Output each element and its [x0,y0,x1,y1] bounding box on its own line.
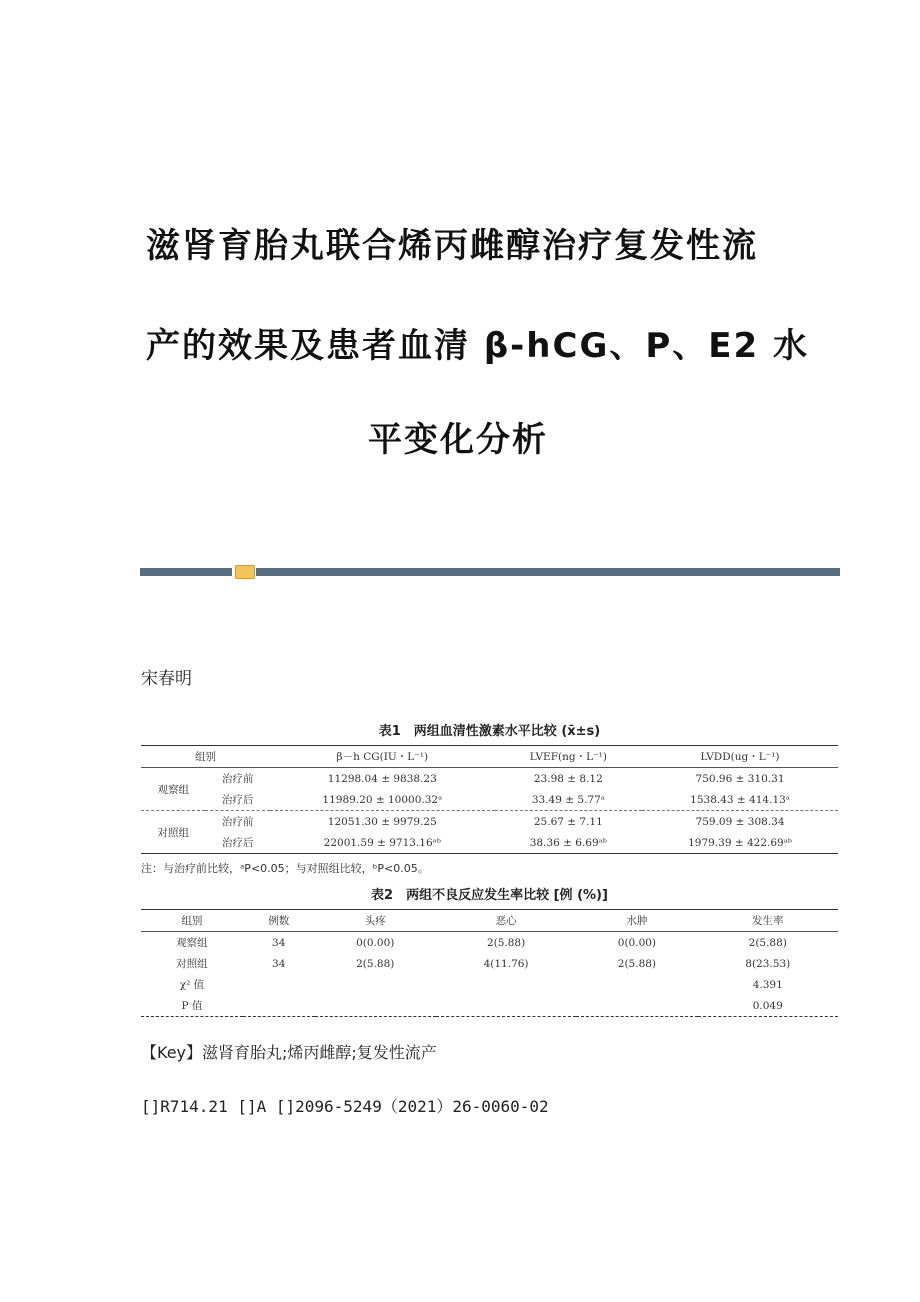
table2-header-row [141,910,838,932]
table1-group-cell: 对照组 [141,811,205,854]
table2-cell: 34 [272,936,286,949]
table2-cell: 4.391 [752,978,783,991]
envelope-icon [235,565,255,579]
table-row [141,811,838,833]
table2-cell: 34 [272,957,286,970]
article-title-line-2: 产的效果及患者血清 β-hCG、P、E2 水 [146,326,809,366]
table2-cell: P 值 [181,1000,203,1012]
table2-header-edema: 水肿 [576,910,697,932]
table1-note: 注：与治疗前比较，ᵃP<0.05；与对照组比较，ᵇP<0.05。 [141,862,429,875]
table-row [141,832,838,854]
keywords: 【Key】滋肾育胎丸;烯丙雌醇;复发性流产 [141,1043,437,1062]
table1-lvdd-cell: 1979.39 ± 422.69ᵃᵇ [688,836,792,849]
table1-lvef-cell: 25.67 ± 7.11 [495,811,642,833]
table-row [141,789,838,811]
table1-phase-cell: 治疗后 [221,837,254,849]
table2 [141,909,838,1017]
table1-header-lvdd: LVDD(ug・L⁻¹) [642,746,838,768]
table1-phase-cell: 治疗前 [221,773,254,785]
table1-header-lvef: LVEF(ng・L⁻¹) [495,746,642,768]
table1-header-row [141,746,838,768]
table-row [141,953,838,974]
table2-cell [315,974,436,995]
table2-cell: 0(0.00) [617,936,657,949]
table2-cell: 0(0.00) [356,936,395,949]
tables-figure [141,720,838,1017]
table1-hcg-cell: 22001.59 ± 9713.16ᵃᵇ [323,836,441,849]
table2-cell: 观察组 [176,937,208,949]
table2-cell: 8(23.53) [745,957,791,970]
table2-cell [436,974,576,995]
table2-cell: 0.049 [752,999,783,1012]
table2-cell [576,995,697,1017]
table1 [141,745,838,854]
table-row [141,932,838,954]
table2-cell: 2(5.88) [617,957,657,970]
table1-group-cell: 观察组 [157,783,189,796]
table2-header-headache: 头疼 [315,910,436,932]
classification-code: []R714.21 []A []2096-5249（2021）26-0060-02 [141,1097,549,1116]
table2-caption: 表2 两组不良反应发生率比较 [例 (%)] [371,888,608,903]
table2-cell: 对照组 [176,958,208,970]
table1-hcg-cell: 12051.30 ± 9979.25 [270,811,495,833]
table2-header-nausea: 恶心 [436,910,576,932]
author-name: 宋春明 [141,669,192,689]
table-row [141,974,838,995]
table2-cell: χ² 值 [179,979,205,991]
table1-header-group: 组别 [141,746,270,768]
table-row [141,995,838,1017]
table2-cell: 2(5.88) [486,936,526,949]
table2-cell: 4(11.76) [483,957,529,970]
table2-cell [243,995,315,1017]
table2-cell: 2(5.88) [356,957,395,970]
title-divider [140,568,840,576]
table1-lvdd-cell: 759.09 ± 308.34 [642,811,838,833]
table1-phase-cell: 治疗前 [205,811,269,833]
table1-caption: 表1 两组血清性激素水平比较 (x̄±s) [378,724,601,739]
table2-cell [315,995,436,1017]
article-title-line-1: 滋肾育胎丸联合烯丙雌醇治疗复发性流 [146,226,758,266]
article-title-line-3: 平变化分析 [368,420,548,460]
table2-header-rate: 发生率 [698,910,838,932]
table2-cell [436,995,576,1017]
table1-phase-cell: 治疗后 [221,794,254,806]
table1-header-hcg: β－h CG(IU・L⁻¹) [270,746,495,768]
table1-hcg-cell: 11989.20 ± 10000.32ᵃ [322,793,443,806]
table2-cell [576,974,697,995]
table1-lvef-cell: 38.36 ± 6.69ᵃᵇ [529,836,607,849]
table1-lvef-cell: 33.49 ± 5.77ᵃ [531,793,605,806]
table2-header-count: 例数 [243,910,315,932]
table1-lvdd-cell: 750.96 ± 310.31 [695,772,785,785]
table2-cell: 2(5.88) [748,936,787,949]
table2-header-group: 组别 [141,910,243,932]
table1-lvdd-cell: 1538.43 ± 414.13ᵃ [690,793,790,806]
table-row [141,768,838,790]
table1-lvef-cell: 23.98 ± 8.12 [533,772,603,785]
divider-left-bar [140,568,232,576]
table2-cell [243,974,315,995]
divider-right-bar [256,568,840,576]
table1-hcg-cell: 11298.04 ± 9838.23 [327,772,437,785]
